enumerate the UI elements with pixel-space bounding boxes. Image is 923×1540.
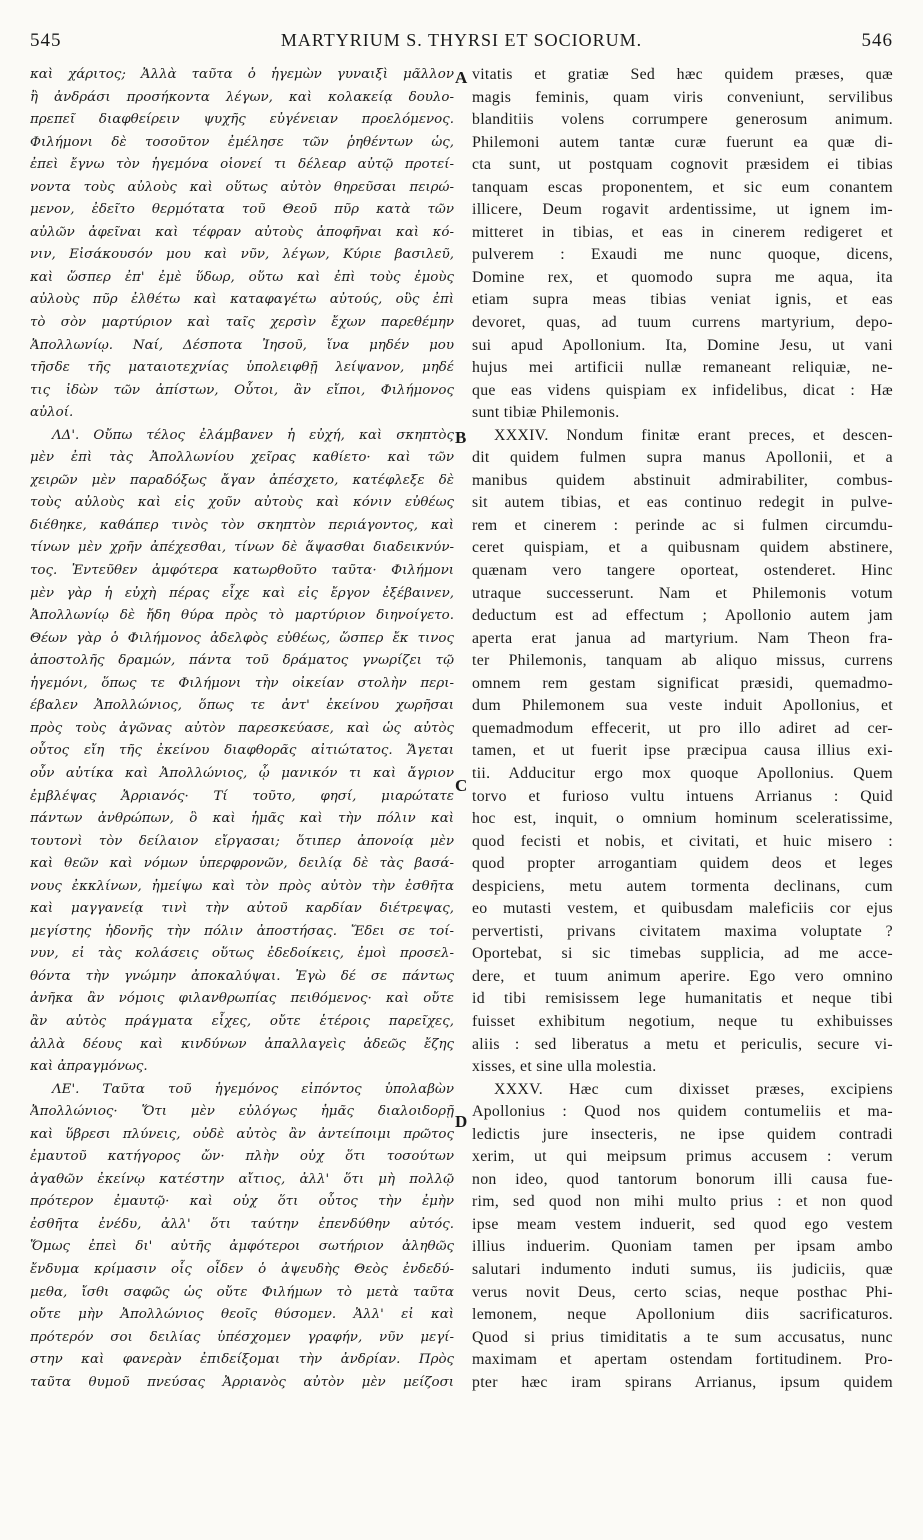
greek-text-line: αὐλοὺς πῦρ ἐλθέτω καὶ καταφαγέτω αὐτούς, οὓς ἐπὶ <box>30 292 454 308</box>
latin-text-line: blanditiis volens corrumpere generosum animum. <box>472 111 893 129</box>
latin-text-line: quænam vero tangere oporteat, ostenderet. Hinc <box>472 562 893 580</box>
greek-text-line: τίνων μὲν χρῆν ἀπέχεσθαι, τίνων δὲ ἅψασθαι διαδεικνύν- <box>30 540 454 556</box>
greek-text-line: στην καὶ φανερὰν ἐπιδείξομαι τὴν ἀνδρίαν. Πρὸς <box>30 1352 454 1368</box>
latin-text-line: torvo et furioso vultu intuens Arrianus : Quid <box>472 787 893 805</box>
latin-text-line: lemonem, neque Apollonium diis sacrificaturos. <box>472 1306 893 1324</box>
margin-letter-d: D <box>455 1112 468 1131</box>
greek-text-line: μεγίστης ἡδονῆς τὴν πόλιν ἀποστήσας. Ἔδει σε τοί- <box>30 923 454 939</box>
greek-text-line: ἀγαθῶν ἐκείνῳ κατέστην αἴτιος, ἀλλ' ὅτι μὴ πολλῷ <box>30 1171 454 1187</box>
latin-text-line: pulverem : Exaudi me nunc quoque, dicens, <box>472 246 893 264</box>
greek-text-line: καὶ χάριτος; Ἀλλὰ ταῦτα ὁ ἡγεμὼν γυναιξὶ μᾶλλον <box>30 67 454 82</box>
latin-text-line: verus novit Deus, certo scias, neque posthac Phi- <box>472 1283 893 1301</box>
greek-text-line: καὶ ἀπραγμόνως. <box>30 1059 148 1075</box>
greek-text-line: Ἀπολλωνίῳ. Ναί, Δέσποτα Ἰησοῦ, ἵνα μηδέν μου <box>30 337 454 353</box>
latin-text-line: hujus mei artificii nullæ remaneant reliquiæ, ne- <box>472 359 893 377</box>
greek-text-line: οὖν αὐτίκα καὶ Ἀπολλώνιος, ᾧ μανικόν τι καὶ ἄγριον <box>30 765 454 781</box>
latin-text-line: salutari indumento induti sumus, iis judiciis, quæ <box>472 1260 893 1278</box>
latin-text-line: Domine rex, et quomodo supra me aqua, ita <box>472 268 893 286</box>
greek-text-line: οὔτε μὴν Ἀπολλώνιος θεοῖς θύσομεν. Ἀλλ' εἰ καὶ <box>30 1307 454 1323</box>
latin-text-line: vitatis et gratiæ Sed hæc quidem præses, quæ <box>472 66 893 83</box>
latin-text-line: quemadmodum effecerit, ut pro illo adiret ad cer- <box>472 719 893 737</box>
greek-text-line: ἂν αὐτὸς πράγματα εἶχες, οὔτε ἑτέροις παρεῖχες, <box>30 1013 454 1029</box>
latin-text-line: rem et cinerem : perinde ac si fulmen circumdu- <box>472 516 893 534</box>
greek-text-line: ΛΔ'. Οὔπω τέλος ἐλάμβανεν ἡ εὐχή, καὶ σκηπτὸς <box>52 427 454 443</box>
greek-text-line: ταῦτα θυμοῦ πνεύσας Ἀρριανὸς αὐτὸν μὲν μείζοσι <box>30 1374 454 1390</box>
latin-text-line: quod propter arrogantiam quidem deos et leges <box>472 855 893 873</box>
latin-text-line: Quod si prius timiditatis a te sum accusatus, nunc <box>472 1328 893 1346</box>
greek-text-line: ἀνῆκα ἂν νόμοις φιλανθρωπίας πειθόμενος· καὶ οὔτε <box>30 991 454 1007</box>
latin-text-line: despiciens, metu autem tormenta declinans, cum <box>472 877 893 895</box>
greek-text-line: ἐσθῆτα ἐνέδυ, ἀλλ' ὅτι ταύτην ἐπενδύθην αὐτός. <box>30 1216 454 1232</box>
latin-text-line: XXXIV. Nondum finitæ erant preces, et descen- <box>494 426 893 444</box>
latin-text-line: omnem rem gestam significat præsidi, quemadmo- <box>472 674 893 692</box>
latin-text-line: Oportebat, si sic timebas supplicia, ad me acce- <box>472 945 893 963</box>
latin-text-line: Apollonius : Quod nos quidem contumeliis et ma- <box>472 1103 893 1121</box>
latin-text-line: sit autem tibias, et eas continuo redegit in pulve- <box>472 494 893 512</box>
greek-text-line: ἢ ἀνδράσι προσήκοντα λέγων, καὶ κολακείᾳ δουλο- <box>30 89 454 105</box>
greek-text-line: καὶ ὕβρεσι πλύνεις, οὐδὲ αὐτὸς ἂν ἀντείποιμι πρῶτος <box>30 1126 454 1142</box>
greek-text-line: αὐλῶν ἀφεῖναι καὶ τέφραν αὐτοὺς ἀποφῆναι καὶ κό- <box>30 224 454 240</box>
greek-text-line: τὸ σὸν μαρτύριον καὶ ταῖς χερσὶν ἔχων παρεθέμην <box>30 315 454 331</box>
greek-text-line: ἐμαυτοῦ κατήγορος ὤν· πλὴν οὐχ ὅτι τοσούτων <box>30 1149 454 1165</box>
latin-text-line: aperta erat janua ad martyrium. Nam Theon fra- <box>472 629 893 647</box>
greek-text-line: τος. Ἐντεῦθεν ἀμφότερα κατωρθοῦτο ταῦτα· Φιλήμονι <box>30 563 454 579</box>
latin-text-line: ter Philemonis, tanquam ab aliquo missus, currens <box>472 652 893 670</box>
greek-text-line: νυν, εἰ τὰς κολάσεις οὕτως ἐδεδοίκεις, ἐμοὶ προσελ- <box>30 946 454 962</box>
greek-text-line: καὶ ὥσπερ ἐπ' ἐμὲ ὕδωρ, οὕτω καὶ ἐπὶ τοὺς ἐμοὺς <box>30 269 454 285</box>
latin-text-line: non ideo, quod tantorum bonorum illi causa fue- <box>472 1170 893 1188</box>
latin-text-line: cta sunt, ut postquam cognovit præsidem ei tibias <box>472 156 893 174</box>
latin-text-line: pervertisti, privans civitatem maxima voluptate ? <box>472 922 893 940</box>
latin-text-line: mitteret in tibias, et eas in cinerem redigeret et <box>472 223 893 241</box>
greek-text-line: ἀλλὰ δέους καὶ κινδύνων ἀπαλλαγεὶς ἀδεῶς ἔζης <box>30 1036 454 1052</box>
greek-text-line: μεθα, ἴσθι σαφῶς ὡς οὔτε Φιλήμων τὸ μετὰ ταῦτα <box>30 1284 454 1300</box>
latin-text-line: tanquam escas proponentem, et sic eum conantem <box>472 178 893 196</box>
latin-text-line: dum Philemonem sua veste induit Apollonius, et <box>472 697 893 715</box>
latin-text-line: id tibi remisissem lege humanitatis et neque tibi <box>472 990 893 1008</box>
latin-text-line: illius induerim. Quoniam tamen per ipsam ambo <box>472 1238 893 1256</box>
latin-text-line: tii. Adducitur ergo mox quoque Apollonius. Quem <box>472 764 893 782</box>
greek-text-line: Φιλήμονι δὲ τοσοῦτον ἐμέλησε τῶν ῥηθέντων ὡς, <box>30 134 454 150</box>
latin-text-line: tamen, et ut fuerit ipse præcipua causa illius exi- <box>472 742 893 760</box>
greek-text-line: χειρῶν μὲν παραδόξως ἄγαν ἀπέσχετο, κατέφλεξε δὲ <box>30 472 454 488</box>
page-header <box>30 30 893 60</box>
latin-text-line: dit quidem fulmen supra manus Apollonii, et a <box>472 449 893 467</box>
latin-text-line: sunt tibiæ Philemonis. <box>472 404 620 422</box>
greek-text-line: ἀποστολῆς δραμών, πάντα τοῦ δράματος γνωρίζει τῷ <box>30 653 454 669</box>
latin-text-line: Philemoni autem tantæ curæ fuerunt ea quæ di- <box>472 133 893 151</box>
greek-text-line: πρεπεῖ διαφθείρειν ψυχῆς εὐγένειαν προελόμενος. <box>30 112 454 128</box>
greek-text-line: νοντα τοὺς αὐλοὺς καὶ οὕτως αὐτὸν θηρεῦσαι πειρώ- <box>30 179 454 195</box>
greek-text-line: διέθηκε, καθάπερ τινὸς τὸν σκηπτὸν περιάγοντος, καὶ <box>30 517 454 533</box>
greek-text-line: καὶ μαγγανείᾳ τινὶ τὴν αὐτοῦ καρδίαν διέτρεψας, <box>30 901 454 917</box>
latin-text-line: dere, et tuum animum aperire. Ego vero omnino <box>472 967 893 985</box>
latin-text-line: xisses, et sine ulla molestia. <box>472 1058 657 1076</box>
latin-text-line: hoc est, inquit, o omnium hominum sceleratissime, <box>472 810 893 828</box>
margin-letter-c: C <box>455 776 468 795</box>
latin-text-line: utraque successerunt. Nam et Philemonis votum <box>472 584 893 602</box>
latin-text-line: xerim, ut qui meipsum primus accusem : verum <box>472 1148 893 1166</box>
greek-text-line: θόντα τὴν γνώμην ἀποκαλύψαι. Ἐγὼ δέ σε πάντως <box>30 968 454 984</box>
running-title: MARTYRIUM S. THYRSI ET SOCIORUM. <box>280 30 643 50</box>
latin-text-line: sui apud Apollonium. Ita, Domine Jesu, ut vani <box>472 336 893 354</box>
greek-text-line: έβαλεν Ἀπολλώνιος, ὅπως τε ἀντ' ἐκείνου χωρῆσαι <box>30 698 454 714</box>
greek-text-line: Ἀπολλώνιος· Ὅτι μὲν εὐλόγως ἡμᾶς διαλοιδορῇ <box>30 1104 454 1120</box>
greek-text-line: πρότερον ἐμαυτῷ· καὶ οὐχ ὅτι οὗτος τὴν ἐμὴν <box>30 1194 454 1210</box>
latin-text-line: eo mutasti vestem, et quibusdam maleficiis cor ejus <box>472 900 893 918</box>
latin-text-line: etiam supra meas tibias veniat ignis, et eas <box>472 291 893 309</box>
latin-text-line: ceret quispiam, et a quibusnam quidem abstinere, <box>472 539 893 557</box>
greek-text-line: πάντων ἀνθρώπων, ὃ καὶ ἡμᾶς καὶ τὴν πόλιν καὶ <box>30 811 454 827</box>
latin-text-line: magis feminis, quam viris conveniunt, servilibus <box>472 88 893 106</box>
greek-text-line: οὗτος εἴη τῆς ἐκείνου διαφθορᾶς αἰτιώτατος. Ἄγεται <box>30 743 454 759</box>
greek-text-line: ΛΕ'. Ταῦτα τοῦ ἡγεμόνος εἰπόντος ὑπολαβὼν <box>52 1081 454 1097</box>
page-number-left: 545 <box>30 30 62 51</box>
latin-text-line: illicere, Deum rogavit ardentissime, ut ignem im- <box>472 201 893 219</box>
latin-text-line: quod fecisti et nobis, et civitati, et huic misero : <box>472 832 893 850</box>
greek-column <box>30 64 454 1394</box>
greek-text-line: μενον, ἐδεῖτο θερμότατα τοῦ Θεοῦ πῦρ κατὰ τῶν <box>30 202 454 218</box>
latin-text-line: rim, sed quod non mihi multo prius : et non quod <box>472 1193 893 1211</box>
greek-text-line: Ὅμως ἐπεὶ δι' αὐτῆς ἀμφότεροι σωτήριον ἀληθῶς <box>30 1239 454 1255</box>
greek-text-line: τῆσδε τῆς ματαιοτεχνίας ὑπολειφθῇ λείψανον, μηδέ <box>30 360 454 376</box>
greek-text-line: τις ἰδὼν τῶν ἀπίστων, Οὗτοι, ἂν εἴποι, Φιλήμονος <box>30 382 454 398</box>
greek-text-line: νους ἐκκλίνων, ἠμείψω καὶ τὸν πρὸς αὐτὸν τὴν ἐσθῆτα <box>30 878 454 894</box>
latin-text-line: ledictis jure insecteris, ne ipse quidem contradi <box>472 1125 893 1143</box>
greek-text-line: τοὺς αὐλοὺς καὶ εἰς χοῦν αὐτοὺς καὶ κόνιν εὐθέως <box>30 495 454 511</box>
greek-text-line: αὐλοί. <box>30 405 74 421</box>
latin-text-line: deductum est ad effectum ; Apollonio autem jam <box>472 607 893 625</box>
greek-text-line: Θέων γὰρ ὁ Φιλήμονος ἀδελφὸς εὐθέως, ὥσπερ ἔκ τινος <box>30 630 454 646</box>
margin-letter-b: B <box>455 428 467 447</box>
latin-text-line: fuisset exhibitum negotium, neque tu exhibuisses <box>472 1012 893 1030</box>
greek-text-line: Ἀπολλωνίῳ δὲ ἤδη θύρα πρὸς τὸ μαρτύριον διηνοίγετο. <box>30 608 454 624</box>
greek-text-line: μὲν γὰρ ἡ εὐχὴ πέρας εἶχε καὶ εἰς ἔργον ἐξέβαινεν, <box>30 585 454 601</box>
page-number-right: 546 <box>861 30 893 51</box>
greek-text-line: ἐμβλέψας Ἀρριανός· Τί τοῦτο, φησί, μιαρώτατε <box>30 788 454 804</box>
latin-text-line: ipse meam vestem induerit, sed quod ego vestem <box>472 1215 893 1233</box>
latin-text-line: aliis : sed liberatus a metu et periculis, secure vi- <box>472 1035 893 1053</box>
greek-text-line: ἔνδυμα κρίμασιν οἷς οἶδεν ὁ ἀψευδὴς Θεὸς ἐνδεδύ- <box>30 1261 454 1277</box>
latin-text-line: que eas videns quispiam ex infidelibus, dicat : Hæ <box>472 381 893 399</box>
margin-letter-a: A <box>455 68 468 87</box>
latin-text-line: manibus quidem abstinuit admirabiliter, combus- <box>472 471 893 489</box>
latin-text-line: pter hæc iram spirans Arrianus, ipsum quidem <box>472 1373 893 1391</box>
greek-text-line: νιν, Εἰσάκουσόν μου καὶ νῦν, λέγων, Κύριε βασιλεῦ, <box>30 247 454 263</box>
greek-text-line: καὶ θεῶν καὶ νόμων ὑπερφρονῶν, δειλίᾳ δὲ τὰς βασά- <box>30 856 454 872</box>
greek-text-line: πρὸς τοὺς ἀγῶνας αὐτὸν παρεσκεύασε, καὶ ὡς αὐτὸς <box>30 720 454 736</box>
greek-text-line: πρότερόν σοι δειλίας ὑπέσχομεν γραφήν, νῦν μεγί- <box>30 1329 454 1345</box>
latin-column <box>472 64 893 1394</box>
greek-text-line: ἡγεμόνι, ὅπως τε Φιλήμονι τὴν οἰκείαν στολὴν περι- <box>30 675 454 691</box>
greek-text-line: ἐπεὶ ἔγνω τὸν ἡγεμόνα οἱονεί τι δέλεαρ αὐτῷ προτεί- <box>30 157 454 173</box>
greek-text-line: μὲν ἐπὶ τὰς Ἀπολλωνίου χεῖρας καθίετο· καὶ τῶν <box>30 450 454 466</box>
latin-text-line: XXXV. Hæc cum dixisset præses, excipiens <box>494 1080 893 1098</box>
latin-text-line: devoret, quas, ad tuum currens martyrium, depo- <box>472 314 893 332</box>
latin-text-line: maximam et apertam ostendam fortitudinem. Pro- <box>472 1351 893 1369</box>
greek-text-line: τουτονὶ τὸν δείλαιον εἴργασαι; ὅτιπερ ἀπονοίᾳ μὲν <box>30 833 454 849</box>
